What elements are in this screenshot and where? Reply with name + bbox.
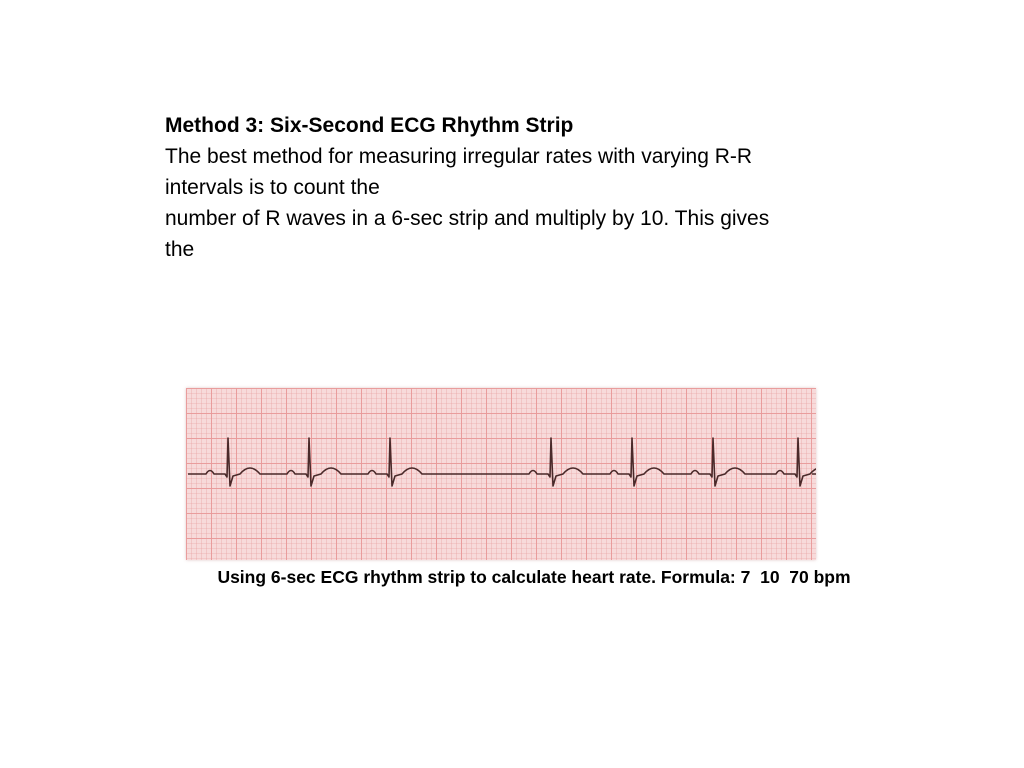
body-line-3: number of R waves in a 6-sec strip and multiply by 10. This gives [165, 207, 770, 230]
body-line-2: intervals is to count the [165, 176, 380, 199]
description-text [165, 110, 925, 265]
body-line-4: the [165, 238, 195, 261]
ecg-strip-graphic [186, 388, 816, 560]
ecg-rhythm-strip [186, 388, 816, 560]
figure-caption: Using 6-sec ECG rhythm strip to calculate heart rate. Formula: 7 10 70 bpm [217, 567, 851, 587]
slide-heading: Method 3: Six-Second ECG Rhythm Strip [165, 114, 574, 137]
body-line-1: The best method for measuring irregular rates with varying R-R [165, 145, 753, 168]
